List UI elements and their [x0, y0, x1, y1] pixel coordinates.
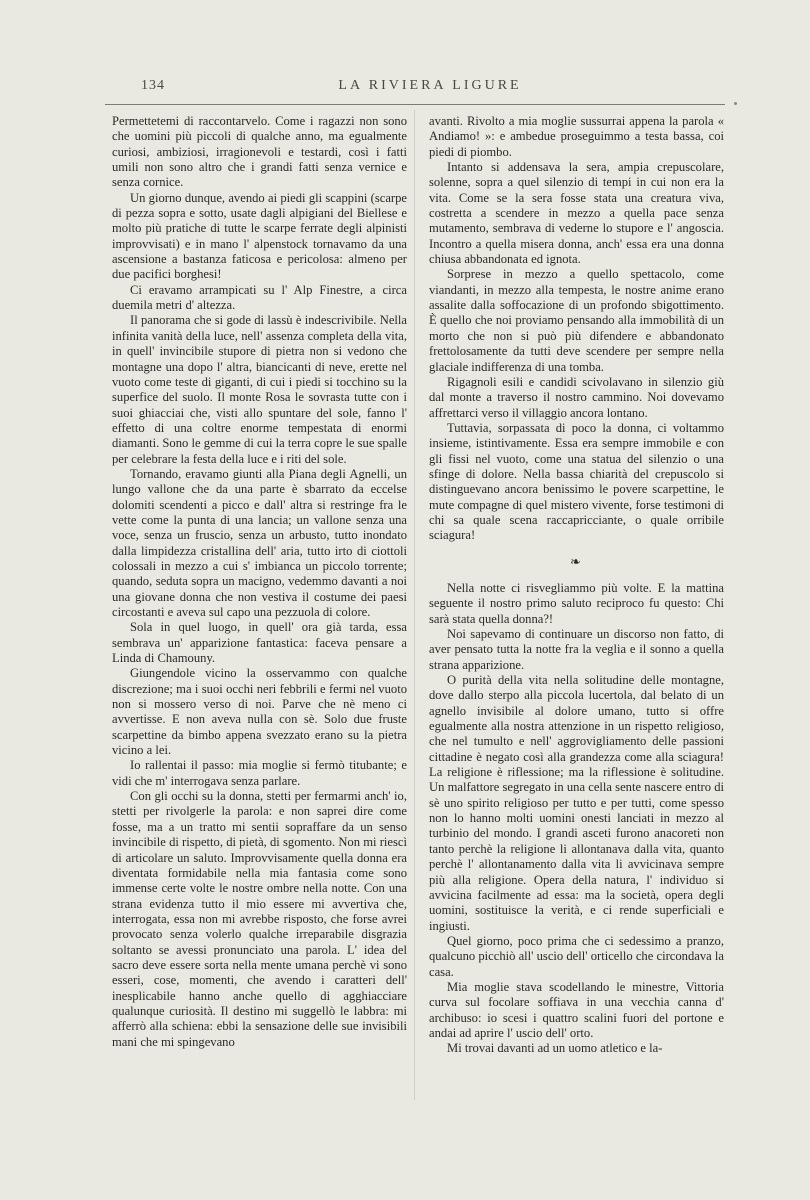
- paragraph: Sola in quel luogo, in quell' ora già tarda, essa sembrava un' apparizione fantastica: faceva pensare a Linda di Chamouny.: [112, 620, 407, 666]
- paragraph: Giungendole vicino la osservammo con qualche discrezione; ma i suoi occhi neri febbrili e fermi nel vuoto non si mossero verso di noi. Parve che nè meno ci avvertisse. E non aveva nulla con sè. Solo due fruste scarpettine da bimbo appena svezzato erano su la pietra vicino a lei.: [112, 666, 407, 758]
- left-column: [112, 114, 407, 1050]
- running-title: LA RIVIERA LIGURE: [338, 78, 522, 93]
- paragraph: Un giorno dunque, avendo ai piedi gli scappini (scarpe di pezza sopra e sotto, usate dagli alpigiani del Biellese e molto più pratiche di tutte le scarpe ferrate degli alpinisti improvvisati) e in mano l' alpenstock tornavamo da una ascensione a bastanza faticosa e pericolosa: almeno per due pacifici borghesi!: [112, 190, 407, 282]
- page-number: 134: [141, 78, 165, 93]
- paragraph: Tuttavia, sorpassata di poco la donna, ci voltammo insieme, istintivamente. Essa era sempre immobile e con gli fissi nel vuoto, come una statua del silenzio o una sfinge di dolore. Nella bassa chiarità del crepuscolo si distinguevano ancora benissimo le povere scarpettine, le mute compagne di quel mistero vivente, forse testimoni di chi sa quale scena raccapricciante, o quale orribile sciagura!: [429, 420, 724, 543]
- paragraph: Il panorama che si gode di lassù è indescrivibile. Nella infinita vanità della luce, nell' assenza completa della vita, in quell' invincibile stupore di pietra non si vedono che montagne una dopo l' altra, biancicanti di neve, erette nel vuoto come teste di giganti, di cui i piedi si tocchino su la superfice del suolo. Il monte Rosa le sovrasta tutte con i suoi ghiacciai che, visti allo spuntare del sole, fanno l' effetto di una coltre enorme tempestata di enormi diamanti. Sono le gemme di cui la terra copre le sue spalle per celebrare la festa della luce e i riti del sole.: [112, 313, 407, 466]
- paragraph: Mi trovai davanti ad un uomo atletico e la-: [447, 1041, 663, 1056]
- paragraph: Sorprese in mezzo a quello spettacolo, come viandanti, in mezzo alla tempesta, le nostre anime erano assalite dalla soffocazione di un profondo sbigottimento. È quello che noi proviamo pensando alla immobilità di un morto che non si può più difendere e abbandonato frettolosamente da tutti deve scendere per sempre nella glaciale indifferenza di una tomba.: [429, 267, 724, 374]
- paragraph: Tornando, eravamo giunti alla Piana degli Agnelli, un lungo vallone che da una parte è sbarrato da eccelse dolomiti scendenti a picco e dall' altra si restringe fra le vette come la punta di una lancia; un vallone senza una voce, senza un fruscio, senza un arbusto, tutto inondato dalla limpidezza cristallina dell' aria, tutto irto di ciottoli colossali in mezzo a cui s' imbianca un piccolo torrente; quando, seduta sopra un macigno, vedemmo davanti a noi una giovane donna che non vestiva il costume dei paesi circostanti e aveva sul capo una pezzuola di colore.: [112, 466, 407, 619]
- paragraph: Intanto si addensava la sera, ampia crepuscolare, solenne, sopra a quel silenzio di tempi in cui non era la vita. Come se la sera fosse stata una creatura viva, costretta a scendere in mezzo a quella pace senza mutamento, sembrava di vederne lo stupore e l' angoscia. Incontro a quella misera donna, anch' essa era una donna chiusa abbandonata ed ignota.: [429, 160, 724, 267]
- paragraph: avanti. Rivolto a mia moglie sussurrai appena la parola « Andiamo! »: e ambedue proseguimmo a testa bassa, coi piedi di piombo.: [429, 114, 724, 159]
- page-header: [135, 74, 725, 98]
- column-divider: [414, 110, 415, 1100]
- paper-speck: [734, 102, 737, 105]
- right-column: [429, 114, 724, 1057]
- paragraph: Con gli occhi su la donna, stetti per fermarmi anch' io, stetti per rivolgerle la parola: e non saprei dire come fosse, ma a un tratto mi sentii sopraffare da un senso invincibile di rispetto, di pietà, di sgomento. Non mi riescì di articolare un saluto. Improvvisamente quella donna era diventata formidabile nella mia fantasia come sono immense certe volte le nostre ombre nella notte. Con una strana evidenza tutto il mio essere mi avvertiva che, interrogata, essa non mi avrebbe risposto, che forse avrei provocato senza volerlo qualche irreparabile disgrazia soltanto se avessi pronunciato una parola. L' idea del sacro deve essere sorta nella mente umana perchè vi sono esseri, cose, momenti, che avendo i caratteri dell' inesplicabile hanno anche quello di agghiacciare qualunque curiosità. Il destino mi suggellò le labbra: mi afferrò alla schiena: ebbi la sensazione delle sue invisibili mani che mi spingevano: [112, 789, 407, 1049]
- paragraph: Quel giorno, poco prima che ci sedessimo a pranzo, qualcuno picchiò all' uscio dell' orticello che circondava la casa.: [429, 933, 724, 979]
- paragraph: Ci eravamo arrampicati su l' Alp Finestre, a circa duemila metri d' altezza.: [112, 282, 407, 313]
- paragraph: Rigagnoli esili e candidi scivolavano in silenzio giù dal monte a traverso il nostro cammino. Noi dovevamo affrettarci verso il villaggio ancora lontano.: [429, 374, 724, 420]
- paragraph: Mia moglie stava scodellando le minestre, Vittoria curva sul focolare soffiava in una vecchia canna d' archibuso: io scesi i quattro scalini fuori del portone e andai ad aprire l' uscio dell' orto.: [429, 979, 724, 1040]
- paragraph: Permettetemi di raccontarvelo. Come i ragazzi non sono che uomini più piccoli di qualche anno, ma egualmente curiosi, ambiziosi, irragionevoli e testardi, così i fatti umili non sono altro che i grandi fatti senza vernice e senza cornice.: [112, 114, 407, 190]
- paragraph: Nella notte ci risvegliammo più volte. E la mattina seguente il nostro primo saluto reciproco fu questo: Chi sarà stata quella donna?!: [429, 580, 724, 626]
- paragraph: Io rallentai il passo: mia moglie si fermò titubante; e vidi che m' interrogava senza parlare.: [112, 758, 407, 788]
- paragraph: Noi sapevamo di continuare un discorso non fatto, di aver pensato tutta la notte fra la veglia e il sonno a quella strana apparizione.: [429, 627, 724, 672]
- header-rule: [105, 104, 725, 105]
- section-ornament: ❧: [570, 553, 583, 569]
- paragraph: O purità della vita nella solitudine delle montagne, dove dallo sterpo alla piccola lucertola, dal belato di un agnello invisibile al dolore umano, tutto si offre egualmente alla nostra attenzione in un rispetto religioso, che nel tumulto e nell' aggrovigliamento delle passioni cittadine è negato così alla grandezza come alla sciagura! La religione è riflessione; ma la riflessione è solitudine. Un malfattore segregato in una cella sente nascere entro di sè uno spirito religioso per tutto e per tutti, come spesso non lo hanno molti uomini onesti lanciati in mezzo al turbinio del mondo. I grandi asceti furono anacoreti non tanto perchè la religione li allontanava dalla vita, quanto perchè l' allontanamento dalla vita li avvicinava sempre più alla religione. Opera della natura, l' individuo si avvicina facilmente ad essa: ma la società, opera degli uomini, sostituisce la verità, e ci rende superficiali e ingiusti.: [429, 673, 724, 933]
